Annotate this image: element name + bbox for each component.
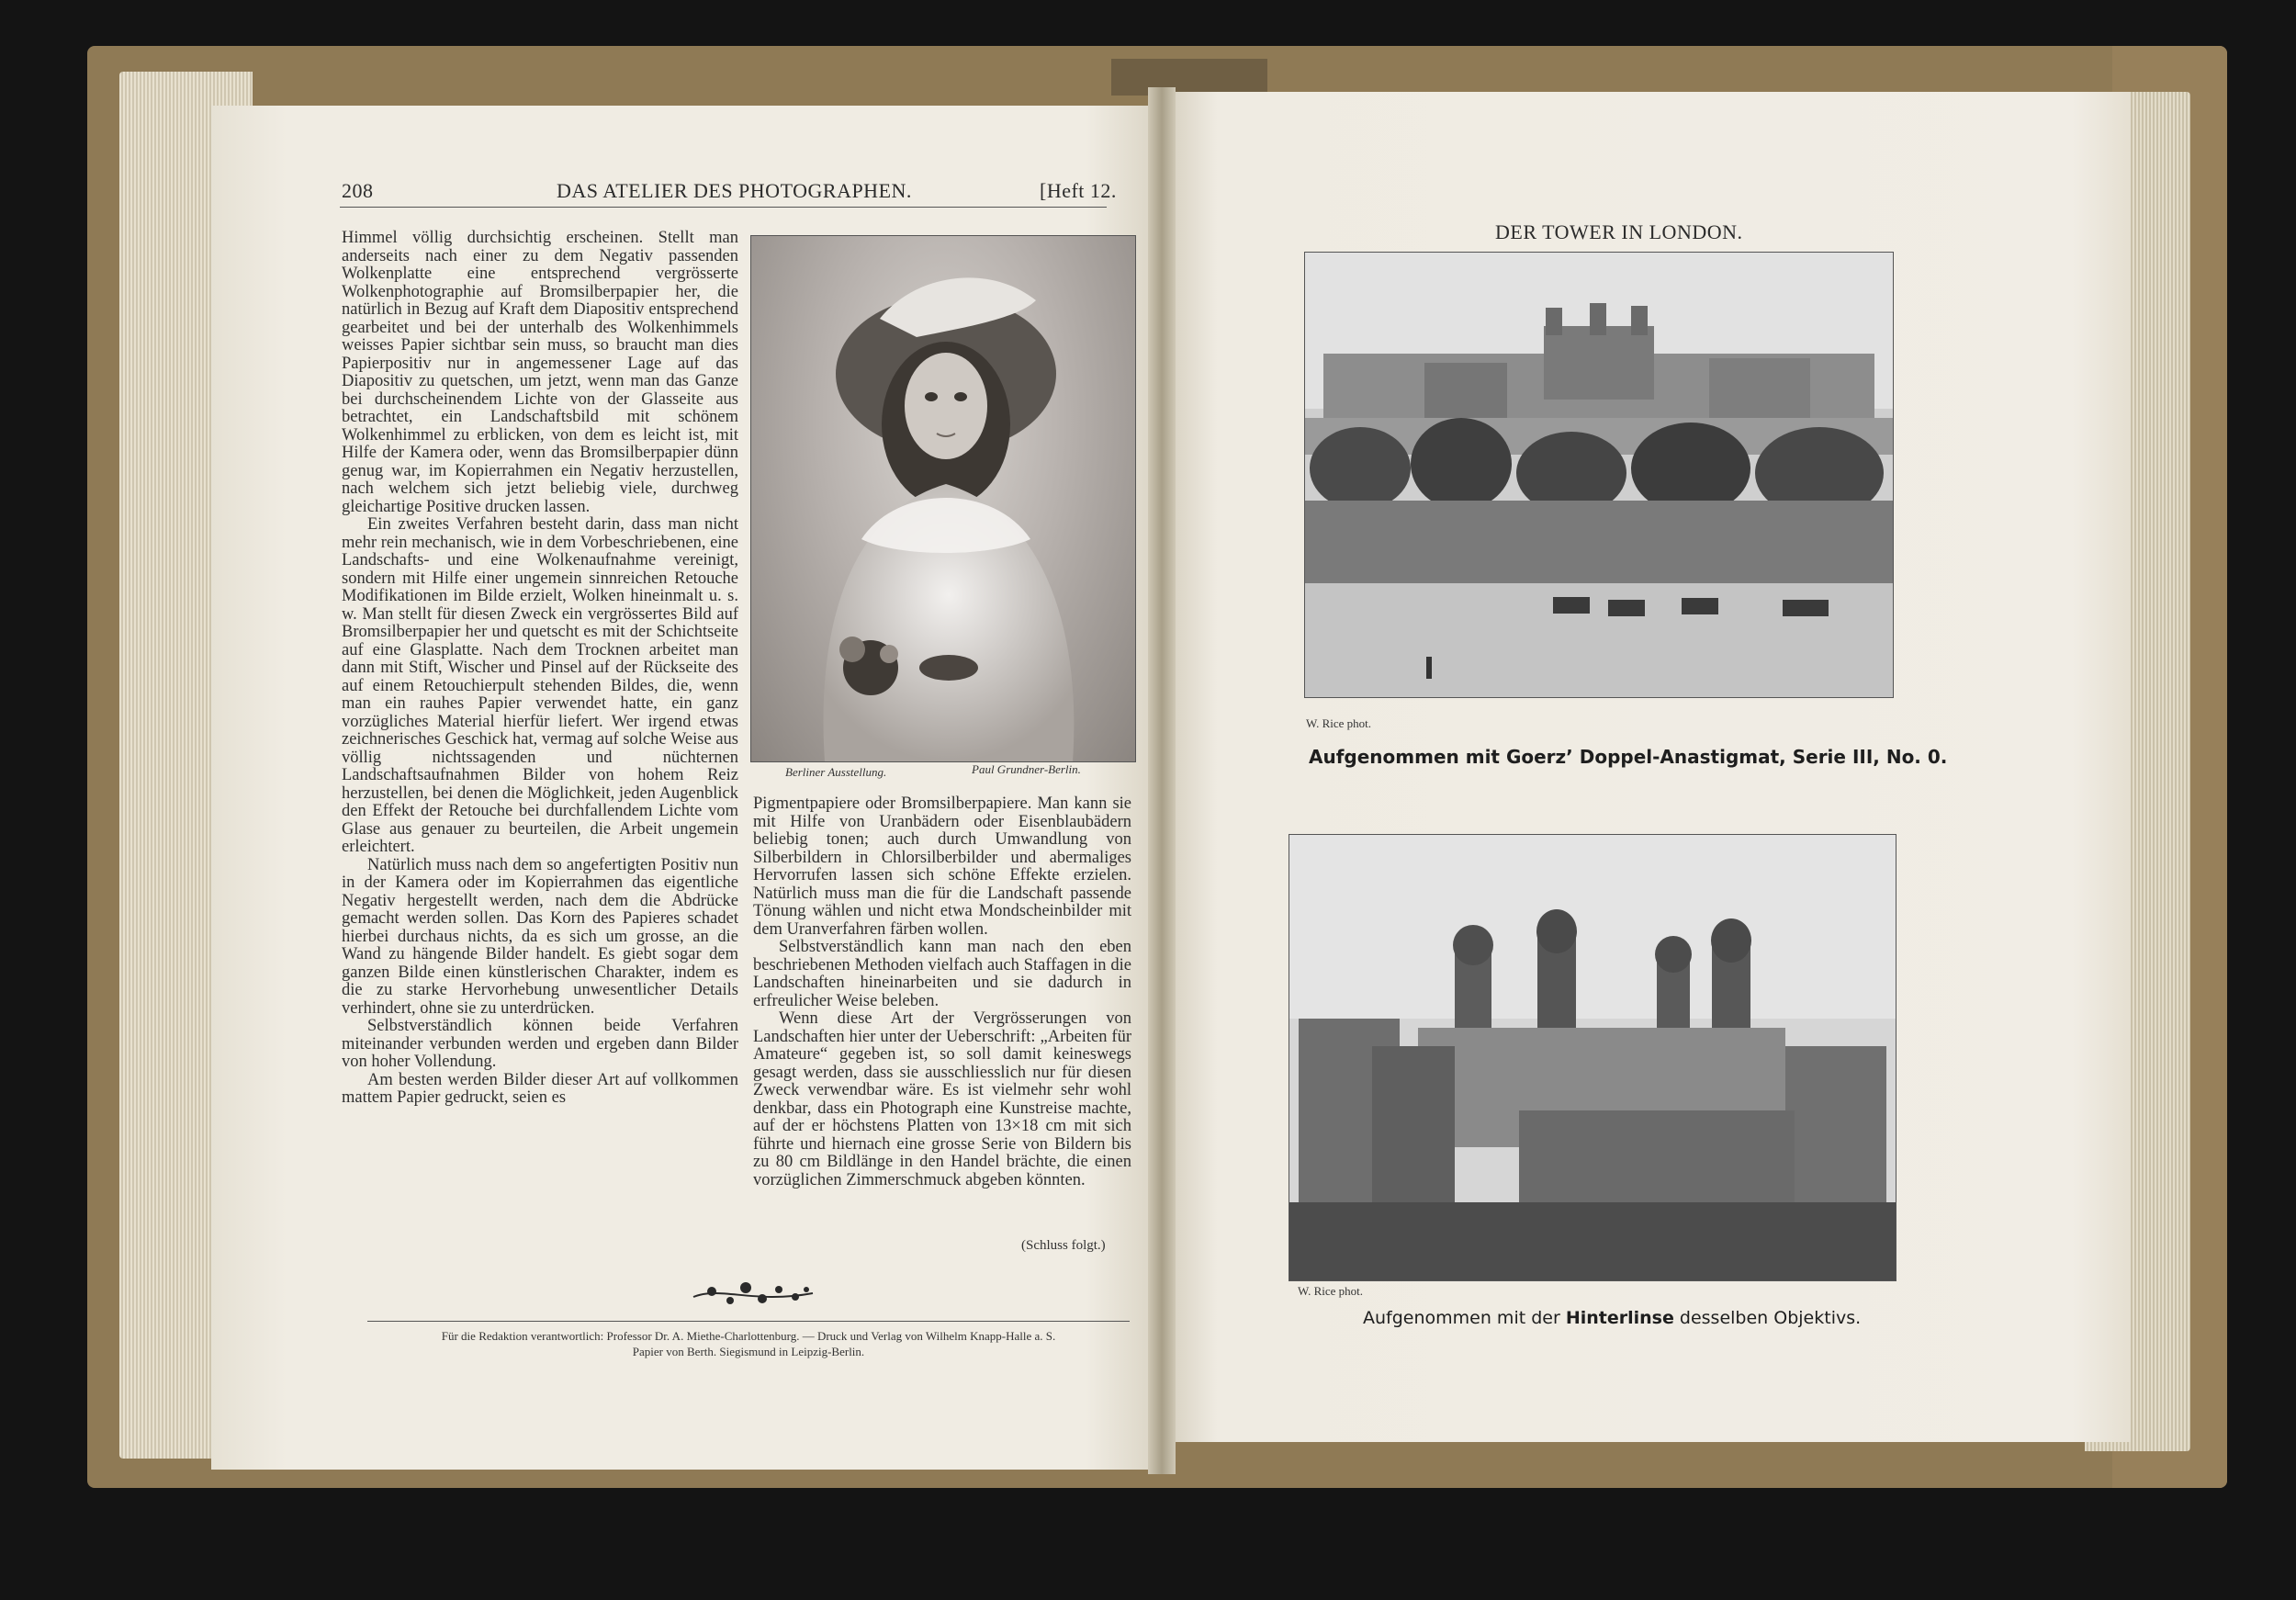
tower-photo-2 — [1289, 834, 1896, 1281]
footer-line-2: Papier von Berth. Siegismund in Leipzig-Berlin. — [632, 1345, 865, 1358]
paragraph: Am besten werden Bilder dieser Art auf vollkommen mattem Papier gedruckt, seien es — [342, 1070, 738, 1107]
paragraph: Selbstverständlich können beide Verfahren miteinander verbunden werden und ergeben dann Bilder von hoher Vollendung. — [342, 1017, 738, 1071]
floral-ornament-icon — [689, 1277, 817, 1312]
photo2-caption-pre: Aufgenommen mit der — [1363, 1308, 1560, 1328]
paragraph: Wenn diese Art der Vergrösserungen von Landschaften hier unter der Ueberschrift: „Arbeiten für Amateure“ gegeben ist, so soll damit keineswegs gesagt werden, dass sie ausschliesslich nur für diesen Zweck verwendbar wäre. Es ist vielmehr sehr wohl denkbar, dass ein Photograph eine Kunstreise machte, auf der er höchstens Platten von 13×18 cm mit sich führte und hiernach eine grosse Serie von Bildern bis zu 80 cm Bildlänge in den Handel brächte, die einen vorzüglichen Zimmerschmuck abgeben könnten. — [753, 1009, 1131, 1189]
footer-line-1: Für die Redaktion verantwortlich: Professor Dr. A. Miethe-Charlottenburg. — Druck und Verlag von Wilhelm Knapp-Halle a. S. — [441, 1329, 1056, 1343]
photo1-caption: Aufgenommen mit Goerz’ Doppel-Anastigmat, Serie III, No. 0. — [1309, 746, 1948, 768]
plate-title: DER TOWER IN LONDON. — [1495, 220, 1743, 243]
gloved-hands — [919, 655, 978, 681]
paragraph: Pigmentpapiere oder Bromsilberpapiere. Man kann sie mit Hilfe von Uranbädern oder Eisenblaubädern beliebig tonen; auch durch Umwandlung von Silberbildern in Chlorsilberbilder und abermaliges Hervorrufen lassen sich schöne Effekte erzielen. Natürlich muss man die für die Landschaft passende Tönung wählen und nicht etwa Mondscheinbilder mit dem Uranverfahren färben wollen. — [753, 795, 1131, 939]
paragraph: Natürlich muss nach dem so angefertigten Positiv nun in der Kamera oder im Kopierrahmen das eigentliche Negativ hergestellt werden, nach dem die Abdrücke gemacht werden sollen. Das Korn des Papieres schadet hierbei durchaus nichts, da es sich um grosse, an die Wand zu hängende Bilder handelt. Es giebt sogar dem ganzen Bilde einen künstlerischen Charakter, indem es die zu starke Hervorhebung unwesentlicher Details verhindert, ohne sie zu unterdrücken. — [342, 855, 738, 1018]
portrait-photo — [750, 235, 1136, 762]
photo2-caption — [1363, 1308, 1861, 1328]
footer-imprint — [363, 1328, 1134, 1359]
white-tower-image — [1289, 835, 1896, 1280]
photo1-credit: W. Rice phot. — [1306, 716, 1372, 730]
running-title: DAS ATELIER DES PHOTOGRAPHEN. — [557, 179, 912, 202]
paragraph: Selbstverständlich kann man nach den eben beschriebenen Methoden vielfach auch Staffagen in die Landschaften hineinarbeiten und sie dadurch in erfreulicher Weise beleben. — [753, 938, 1131, 1010]
girl-portrait-image — [751, 236, 1135, 761]
face — [905, 353, 987, 459]
tower-panorama-image — [1305, 253, 1893, 697]
paragraph: Himmel völlig durchsichtig erscheinen. Stellt man anderseits nach einer zu dem Negativ passenden Wolkenplatte eine entsprechend vergrösserte Wolkenphotographie auf Bromsilberpapier her, die natürlich in Bezug auf Kraft dem Diapositiv entsprechend gearbeitet und bei der unterhalb des Wolkenhimmels weisses Papier sichtbar sein muss, so braucht man dies Papierpositiv nur in angemessener Lage auf das Diapositiv zu quetschen, um jetzt, wenn man das Ganze bei durchscheinendem Lichte von der Glasseite aus betrachtet, ein Landschaftsbild mit schönem Wolkenhimmel zu erblicken, von dem es leicht ist, mit Hilfe der Kamera oder, wenn das Bromsilberpapier dünn genug war, im Kopierrahmen ein Negativ herzustellen, nach welchem sich jetzt beliebig viele, durchweg gleichartige Positive drucken lassen. — [342, 230, 738, 516]
issue-label: [Heft 12. — [1040, 179, 1117, 202]
book-gutter — [1148, 87, 1176, 1474]
tower-photo-1 — [1304, 252, 1894, 698]
photo2-credit: W. Rice phot. — [1298, 1284, 1364, 1298]
continuation-note: (Schluss folgt.) — [1021, 1238, 1106, 1253]
header-rule — [340, 207, 1107, 208]
photo2-caption-bold: Hinterlinse — [1565, 1308, 1674, 1328]
portrait-caption-left: Berliner Ausstellung. — [785, 765, 887, 779]
text-column-1 — [342, 230, 738, 1260]
footer-rule — [367, 1321, 1130, 1322]
photo2-caption-post: desselben Objektivs. — [1679, 1308, 1862, 1328]
portrait-caption-right: Paul Grundner-Berlin. — [972, 762, 1081, 776]
paragraph: Ein zweites Verfahren besteht darin, dass man nicht mehr rein mechanisch, wie in dem Vorbeschriebenen, eine Landschafts- und eine Wolkenaufnahme vereinigt, sondern mit Hilfe einer ungemein sinnreichen Retouche Modifikationen im Bilde erzielt, Wolken hineinmalt u. s. w. Man stellt für diesen Zweck ein vergrössertes Bild auf Bromsilberpapier her und quetscht es mit der Schichtseite auf eine Glasplatte. Nach dem Trocknen arbeitet man dann mit Stift, Wischer und Pinsel auf der Rückseite des auf einem Retouchierpult stehenden Bildes, die, wenn man ein rauhes Papier verwendet hatte, ein ganz vorzügliches Material hierfür liefert. Wer irgend etwas zeichnerisches Geschick hat, vermag auf solche Weise aus völlig nichtssagenden und nüchternen Landschaftsaufnahmen Bilder von hohem Reiz herzustellen, bei denen die Möglichkeit, jeden Augenblick den Effekt der Retouche bei durchfallendem Lichte vom Glase aus genauer zu beurteilen, die Arbeit ungemein erleichtert. — [342, 515, 738, 856]
text-column-2 — [753, 795, 1131, 1264]
spine-band — [1111, 59, 1267, 96]
page-number: 208 — [342, 179, 374, 202]
